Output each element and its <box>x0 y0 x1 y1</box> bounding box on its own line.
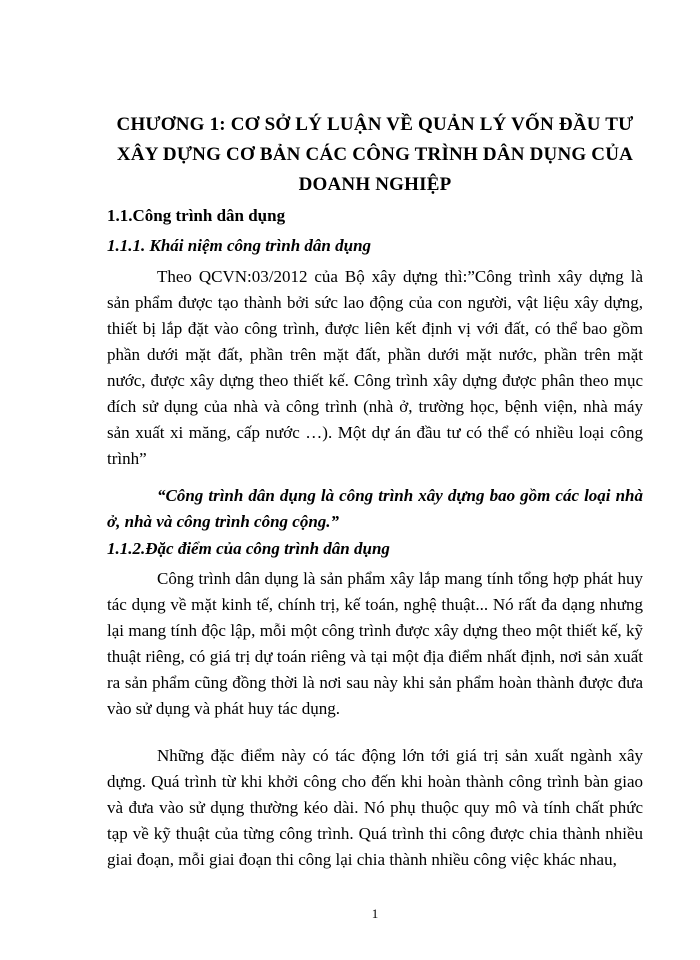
page-number: 1 <box>371 906 379 921</box>
chapter-title-line-1: CHƯƠNG 1: CƠ SỞ LÝ LUẬN VỀ QUẢN LÝ VỐN ĐẦU TƯ <box>116 114 634 135</box>
characteristics-paragraph-2: Những đặc điểm này có tác động lớn tới giá trị sản xuất ngành xây dựng. Quá trình từ khi khởi công cho đến khi hoàn thành công trình bàn giao và đưa vào sử dụng thường kéo dài. Nó phụ thuộc quy mô và tính chất phức tạp về kỹ thuật của từng công trình. Quá trình thi công được chia thành nhiều giai đoạn, mỗi giai đoạn thi công lại chia thành nhiều công việc khác nhau, <box>107 746 643 869</box>
chapter-title-line-2: XÂY DỰNG CƠ BẢN CÁC CÔNG TRÌNH DÂN DỤNG CỦA <box>116 144 634 165</box>
definition-quote: “Công trình dân dụng là công trình xây dựng bao gồm các loại nhà ở, nhà và công trình công cộng.” <box>107 486 643 531</box>
chapter-title-line-3: DOANH NGHIỆP <box>298 174 452 195</box>
section-heading-1-1: 1.1.Công trình dân dụng <box>107 206 286 225</box>
concept-paragraph: Theo QCVN:03/2012 của Bộ xây dựng thì:”Công trình xây dựng là sản phẩm được tạo thành bởi sức lao động của con người, vật liệu xây dựng, thiết bị lắp đặt vào công trình, được liên kết định vị với đất, có thể bao gồm phần dưới mặt đất, phần trên mặt đất, phần dưới mặt nước, phần trên mặt nước, được xây dựng theo thiết kế. Công trình xây dựng được phân theo mục đích sử dụng của nhà và công trình (nhà ở, trường học, bệnh viện, nhà máy sản xuất xi măng, cấp nước …). Một dự án đầu tư có thể có nhiều loại công trình” <box>107 267 643 468</box>
chapter-title <box>100 110 650 200</box>
subsection-heading-1-1-1: 1.1.1. Khái niệm công trình dân dụng <box>107 236 372 255</box>
characteristics-paragraph-1: Công trình dân dụng là sản phẩm xây lắp mang tính tổng hợp phát huy tác dụng về mặt kinh tế, chính trị, kế toán, nghệ thuật... Nó rất đa dạng nhưng lại mang tính độc lập, mỗi một công trình được xây dựng theo một thiết kế, kỹ thuật riêng, có giá trị dự toán riêng và tại một địa điểm nhất định, nơi sản xuất ra sản phẩm cũng đồng thời là nơi sau này khi sản phẩm hoàn thành được đưa vào sử dụng và phát huy tác dụng. <box>107 569 643 718</box>
subsection-heading-1-1-2: 1.1.2.Đặc điểm của công trình dân dụng <box>107 539 390 558</box>
